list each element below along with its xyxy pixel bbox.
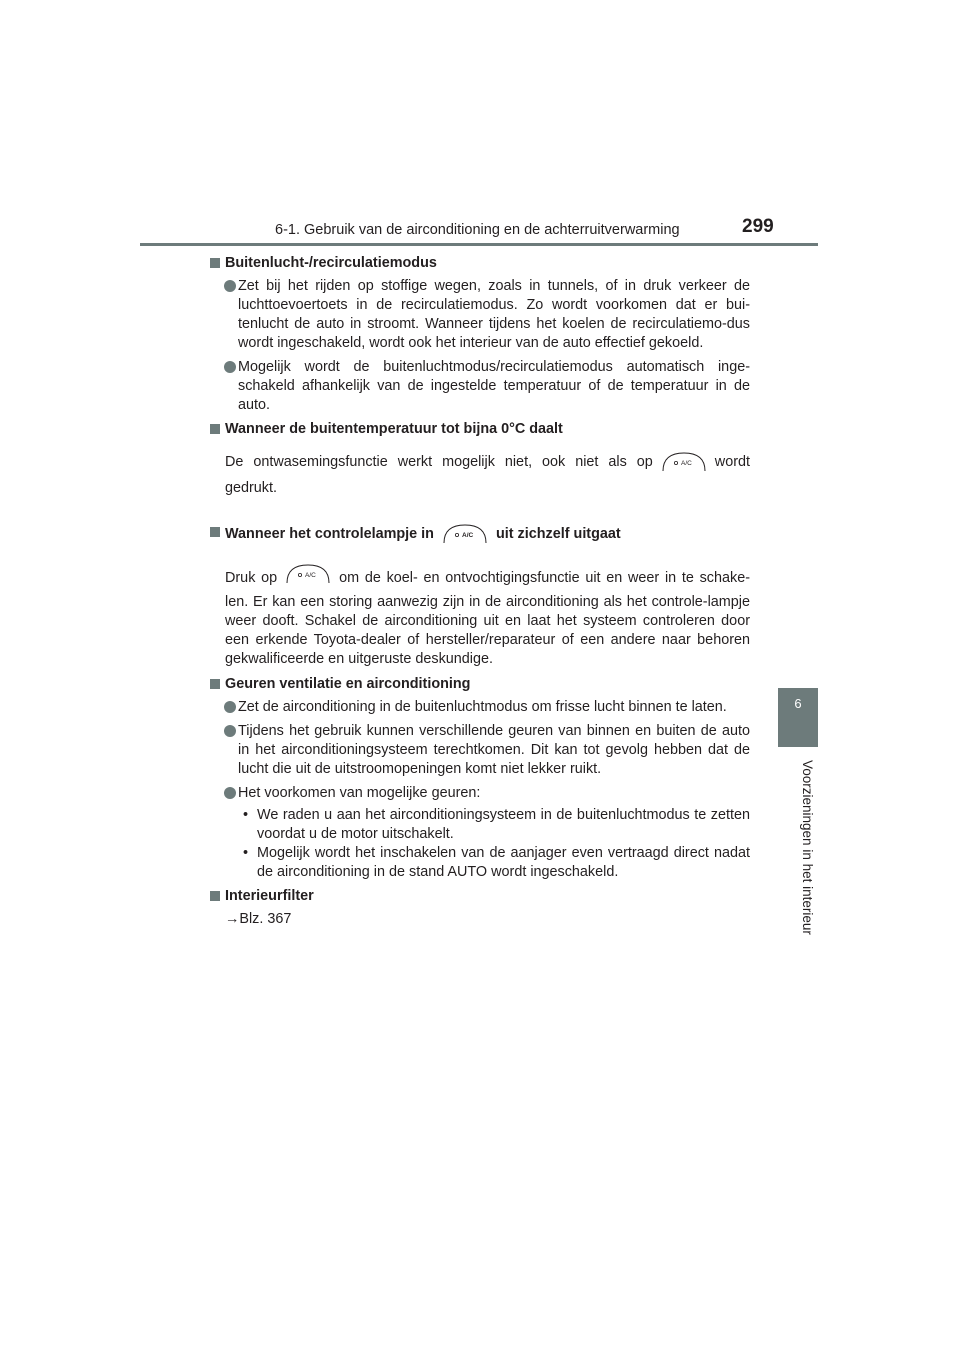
- circle-bullet-icon: [224, 787, 236, 799]
- list-item: Zet de airconditioning in de buitenluchtmodus om frisse lucht binnen te laten.: [209, 698, 750, 717]
- circle-bullet-icon: [224, 361, 236, 373]
- list-item: Mogelijk wordt de buitenluchtmodus/recirculatiemodus automatisch inge-schakeld afhankelijk van de ingestelde temperatuur of de temperatuur in de auto.: [209, 358, 750, 415]
- circle-bullet-icon: [224, 280, 236, 292]
- svg-text:A/C: A/C: [680, 460, 692, 468]
- circle-bullet-icon: [224, 701, 236, 713]
- paragraph: Druk op A/C om de koel- en ontvochtigingsfunctie uit en weer in te schake-len. Er kan een storing aanwezig zijn in de airconditioning als het controle-lampje weer dooft. Schakel de airconditioning uit en laat het systeem controleren door een erkende Toyota-dealer of hersteller/reparateur of een andere naar behoren gekwalificeerde en uitgeruste deskundige.: [209, 563, 750, 669]
- header-divider: [140, 243, 818, 246]
- page-header: [140, 212, 818, 245]
- small-bullet-icon: •: [243, 807, 249, 823]
- list-item: Het voorkomen van mogelijke geuren:: [209, 784, 750, 803]
- circle-bullet-icon: [224, 725, 236, 737]
- ac-button-icon: [659, 451, 709, 473]
- section-heading: Geuren ventilatie en airconditioning: [209, 675, 750, 694]
- list-item: Tijdens het gebruik kunnen verschillende geuren van binnen en buiten de auto in het airconditioningsysteem terechtkomen. Dit kan tot gevolg hebben dat de lucht die uit de uitstroomopeningen komt niet lekker ruikt.: [209, 722, 750, 779]
- paragraph: De ontwasemingsfunctie werkt mogelijk niet, ook niet als op A/C wordt gedrukt.: [209, 449, 750, 501]
- section-heading: Buitenlucht-/recirculatiemodus: [209, 254, 750, 273]
- small-bullet-icon: •: [243, 845, 249, 861]
- page-number: 299: [742, 216, 774, 237]
- svg-text:A/C: A/C: [305, 572, 316, 579]
- ac-button-icon: [440, 523, 490, 545]
- sub-list-item: • We raden u aan het airconditioningsysteem in de buitenluchtmodus te zetten voordat u de motor uitschakelt.: [243, 807, 750, 842]
- section-heading: Interieurfilter: [209, 887, 750, 906]
- square-bullet-icon: [210, 258, 220, 268]
- square-bullet-icon: [210, 679, 220, 689]
- list-item: Zet bij het rijden op stoffige wegen, zoals in tunnels, of in druk verkeer de luchttoevoertoets in de recirculatiemodus. Zo wordt voorkomen dat er bui-tenlucht de auto in stroomt. Wanneer tijdens het koelen de recirculatiemo-dus wordt ingeschakeld, wordt ook het interieur van de auto effectief gekoeld.: [209, 277, 750, 353]
- square-bullet-icon: [210, 527, 220, 537]
- chapter-tab-label: Voorzieningen in het interieur: [800, 760, 815, 935]
- page-content: [209, 254, 750, 929]
- square-bullet-icon: [210, 424, 220, 434]
- chapter-title: 6-1. Gebruik van de airconditioning en de achterruitverwarming: [275, 222, 680, 238]
- square-bullet-icon: [210, 891, 220, 901]
- sub-list-item: • Mogelijk wordt het inschakelen van de aanjager even vertraagd direct nadat de airconditioning in de stand AUTO wordt ingeschakeld.: [243, 845, 750, 880]
- section-heading: Wanneer de buitentemperatuur tot bijna 0°C daalt: [209, 420, 750, 439]
- chapter-tab-number: 6: [794, 696, 802, 711]
- section-heading: Wanneer het controlelampje in A/C uit zichzelf uitgaat: [209, 523, 750, 545]
- chapter-tab: [778, 688, 818, 747]
- svg-text:A/C: A/C: [461, 532, 474, 539]
- page-reference-link[interactable]: →Blz. 367: [225, 911, 292, 927]
- ac-button-icon: [283, 563, 333, 585]
